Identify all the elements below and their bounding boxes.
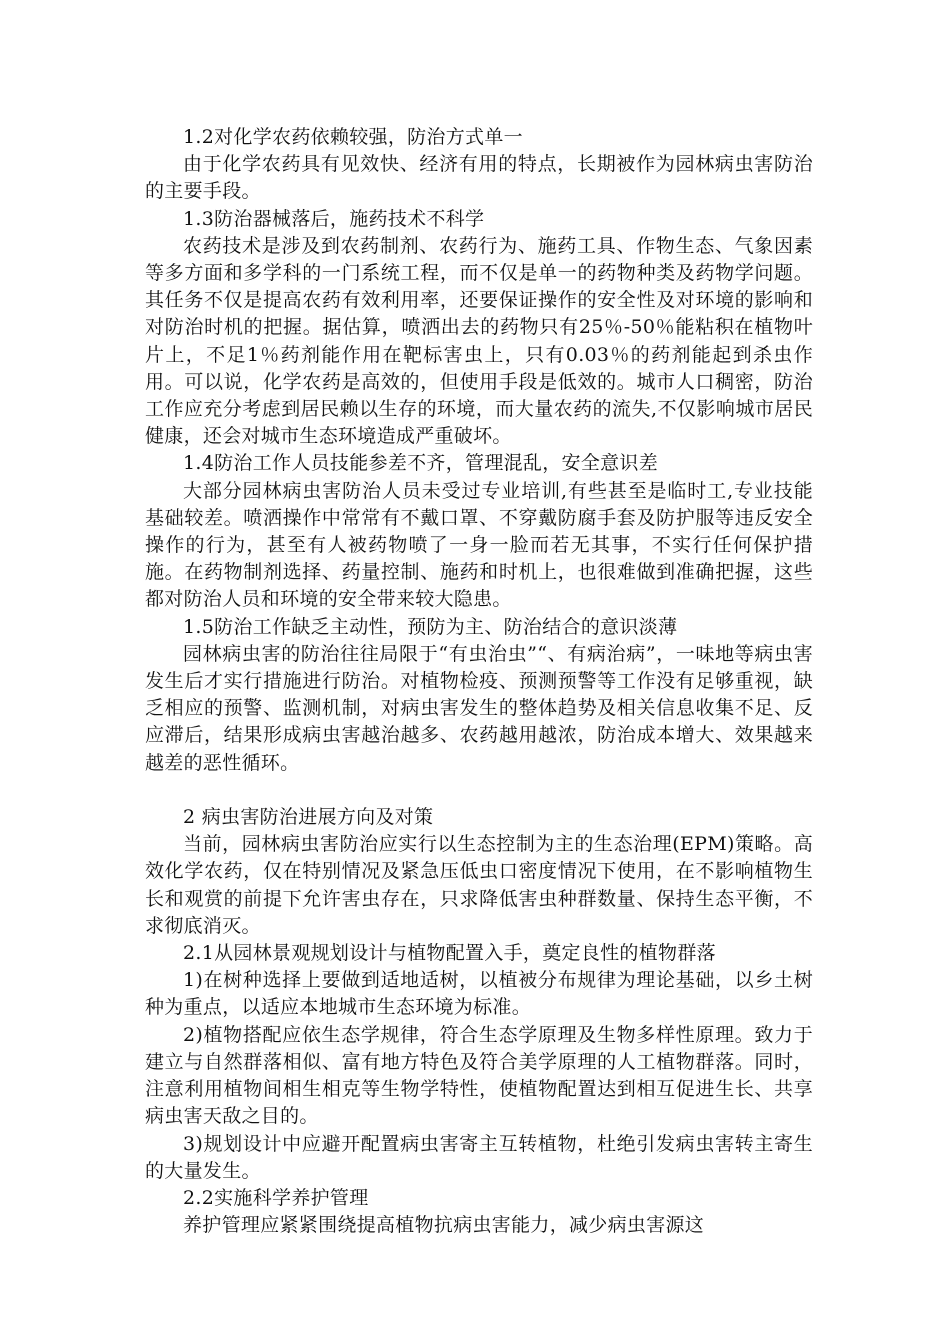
section-1-3-body: 农药技术是涉及到农药制剂、农药行为、施药工具、作物生态、气象因素等多方面和多学科的一门系统工程，而不仅是单一的药物种类及药物学问题。其任务不仅是提高农药有效利用率，还要保证操作的安全性及对环境的影响和对防治时机的把握。据估算，喷洒出去的药物只有25％-50％能粘积在植物叶片上，不足1％药剂能作用在靶标害虫上，只有0.03％的药剂能起到杀虫作用。可以说，化学农药是高效的，但使用手段是低效的。城市人口稠密，防治工作应充分考虑到居民赖以生存的环境，而大量农药的流失,不仅影响城市居民健康，还会对城市生态环境造成严重破坏。 [145,234,813,448]
section-1-2-body: 由于化学农药具有见效快、经济有用的特点，长期被作为园林病虫害防治的主要手段。 [145,153,813,203]
section-2-1-heading: 2.1从园林景观规划设计与植物配置入手，奠定良性的植物群落 [183,942,716,965]
section-2-body: 当前，园林病虫害防治应实行以生态控制为主的生态治理(EPM)策略。高效化学农药，仅在特别情况及紧急压低虫口密度情况下使用，在不影响植物生长和观赏的前提下允许害虫存在，只求降低害虫种群数量、保持生态平衡，不求彻底消灭。 [145,833,813,937]
section-2-2-heading: 2.2实施科学养护管理 [183,1186,369,1209]
section-1-2-heading: 1.2对化学农药依赖较强，防治方式单一 [183,126,523,148]
section-1-5-heading: 1.5防治工作缺乏主动性，预防为主、防治结合的意识淡薄 [183,615,678,638]
document-page [145,124,813,1239]
section-1-4-heading: 1.4防治工作人员技能参差不齐，管理混乱，安全意识差 [183,452,659,475]
section-2-2-body: 养护管理应紧紧围绕提高植物抗病虫害能力，减少病虫害源这 [183,1214,705,1237]
section-1-4-body: 大部分园林病虫害防治人员未受过专业培训,有些甚至是临时工,专业技能基础较差。喷洒操作中常常有不戴口罩、不穿戴防腐手套及防护服等违反安全操作的行为，甚至有人被药物喷了一身一脸而若无其事，不实行任何保护措施。在药物制剂选择、药量控制、施药和时机上，也很难做到准确把握，这些都对防治人员和环境的安全带来较大隐患。 [145,479,813,611]
section-2-1-item-2: 2)植物搭配应依生态学规律，符合生态学原理及生物多样性原理。致力于建立与自然群落相似、富有地方特色及符合美学原理的人工植物群落。同时，注意利用植物间相生相克等生物学特性，使植物配置达到相互促进生长、共享病虫害天敌之目的。 [145,1023,813,1128]
section-2-heading: 2 病虫害防治进展方向及对策 [183,806,434,829]
section-spacer [145,777,813,804]
section-2-1-item-3: 3)规划设计中应避开配置病虫害寄主互转植物，杜绝引发病虫害转主寄生的大量发生。 [145,1132,813,1182]
section-1-3-heading: 1.3防治器械落后，施药技术不科学 [183,207,485,230]
section-1-5-body: 园林病虫害的防治往往局限于“有虫治虫”“、有病治病”，一味地等病虫害发生后才实行措施进行防治。对植物检疫、预测预警等工作没有足够重视，缺乏相应的预警、监测机制，对病虫害发生的整体趋势及相关信息收集不足、反应滞后，结果形成病虫害越治越多、农药越用越浓，防治成本增大、效果越来越差的恶性循环。 [145,642,813,774]
section-2-1-item-1: 1)在树种选择上要做到适地适树，以植被分布规律为理论基础，以乡土树种为重点，以适应本地城市生态环境为标准。 [145,969,813,1019]
